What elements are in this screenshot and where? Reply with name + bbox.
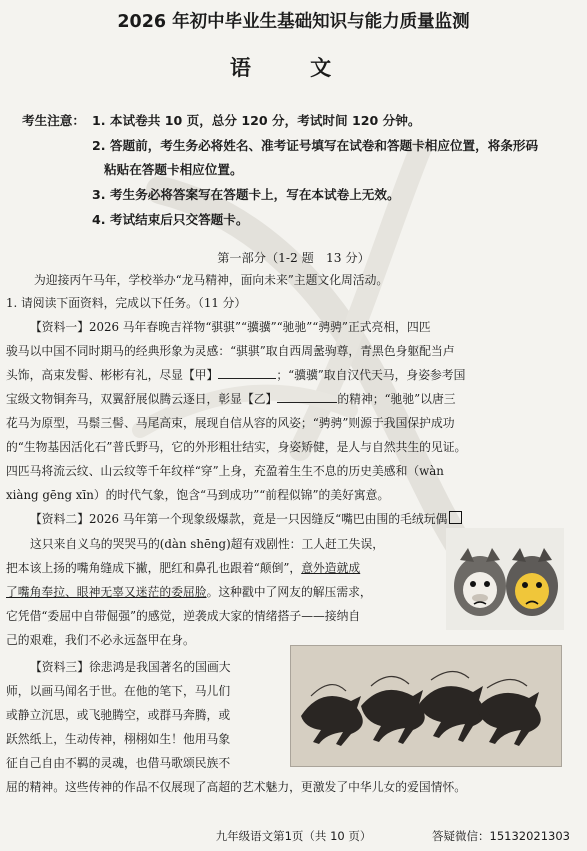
question-1: 1. 请阅读下面资料，完成以下任务。（11 分）	[6, 296, 247, 310]
exam-title: 2026 年初中毕业生基础知识与能力质量监测	[117, 12, 470, 32]
notice-item: 粘贴在答题卡相应位置。	[104, 162, 243, 177]
material-2-line	[30, 510, 462, 527]
material-2-line: 己的艰难，我们不必永远盔甲在身。	[6, 633, 195, 647]
material-1-text: 的精神；“驰驰”以唐三	[337, 392, 456, 406]
material-1-text: ；“骥骥”取自汉代天马，身姿参考国	[276, 368, 466, 382]
notice-item: 3. 考生务必将答案写在答题卡上，写在本试卷上无效。	[92, 187, 400, 202]
material-3-line: 师，以画马闻名于世。在他的笔下，马儿们	[6, 684, 231, 698]
galloping-horses-painting	[290, 645, 562, 767]
contact-info: 答疑微信：15132021303	[432, 829, 570, 843]
subject-title: 语 文	[229, 56, 358, 80]
answer-box-icon	[449, 511, 462, 524]
material-3-line: 征自己自由不羁的灵魂，也借马歌颂民族不	[6, 756, 231, 770]
part-intro: 为迎接丙午马年，学校举办“龙马精神，面向未来”主题文化周活动。	[34, 273, 389, 287]
material-3-line: 或静立沉思，或飞驰腾空，或群马奔腾，或	[6, 708, 231, 722]
material-1-line: xiàng gēng xīn）的时代气象，饱含“马到成功”“前程似锦”的美好寓意。	[6, 488, 390, 502]
underlined-text: 了嘴角奉拉、眼神无辜又迷茫的委屈脸	[6, 585, 207, 599]
material-1-line: 的“生物基因活化石”普氏野马，它的外形粗壮结实，身姿矫健，是人与自然共生的见证。	[6, 440, 467, 454]
notice-label: 考生注意：	[22, 113, 85, 128]
galloping-horses-painting-icon	[291, 646, 561, 766]
part-heading: 第一部分（1-2 题 13 分）	[217, 251, 370, 265]
material-2-text: 。这种戳中了网友的解压需求，	[206, 585, 372, 599]
notice-item: 4. 考试结束后只交答题卡。	[92, 212, 249, 227]
material-1-line: 花马为原型，马鬃三髻、马尾高束，展现自信从容的风姿；“骋骋”则源于我国保护成功	[6, 416, 455, 430]
crying-horse-plush-icon	[446, 528, 564, 630]
notice-item: 1. 本试卷共 10 页，总分 120 分，考试时间 120 分钟。	[92, 113, 421, 128]
blank-yi	[277, 390, 337, 403]
material-1-line: 骏马以中国不同时期马的经典形象为灵感：“骐骐”取自西周盠驹尊，青黑色身躯配当卢	[6, 344, 455, 358]
material-1-line	[6, 390, 456, 407]
underlined-text: 意外造就成	[301, 561, 361, 575]
material-1-text: 头饰，高束发髻、彬彬有礼，尽显【甲】	[6, 368, 219, 382]
blank-jia	[218, 366, 276, 379]
page-number: 九年级语文第1页（共 10 页）	[215, 829, 372, 843]
material-1-text: 宝级文物铜奔马，双翼舒展似腾云逐日，彰显【乙】	[6, 392, 278, 406]
material-2-line	[6, 559, 360, 576]
material-3-line: 【资料三】徐悲鸿是我国著名的国画大	[30, 660, 231, 674]
material-3-line: 跃然纸上，生动传神，栩栩如生！他用马象	[6, 732, 231, 746]
material-2-line	[6, 583, 372, 600]
material-2-line: 它凭借“委屈中自带倔强”的感觉，逆袭成大家的情绪搭子——接纳自	[6, 609, 361, 623]
material-1-line: 四匹马将流云纹、山云纹等千年纹样“穿”上身，充盈着生生不息的历史美感和（wàn	[6, 464, 444, 478]
material-3-line: 屈的精神。这些传神的作品不仅展现了高超的艺术魅力，更激发了中华儿女的爱国情怀。	[6, 780, 467, 794]
material-2-text: 把本该上扬的嘴角缝成下撇，肥红和鼻孔也跟着“颠倒”，	[6, 561, 302, 575]
crying-horse-plush-image	[446, 528, 564, 630]
material-1-line: 【资料一】2026 马年春晚吉祥物“骐骐”“骥骥”“驰驰”“骋骋”正式亮相，四匹	[30, 320, 431, 334]
material-1-line	[6, 366, 465, 383]
notice-item: 2. 答题前，考生务必将姓名、准考证号填写在试卷和答题卡相应位置，将条形码	[92, 138, 539, 153]
material-2-line: 这只来自义乌的哭哭马的(dàn shēng)超有戏剧性：工人赶工失误，	[30, 537, 385, 551]
material-2-text: 【资料二】2026 马年第一个现象级爆款，竟是一只因缝反“嘴巴由围的毛绒玩偶	[30, 512, 448, 526]
